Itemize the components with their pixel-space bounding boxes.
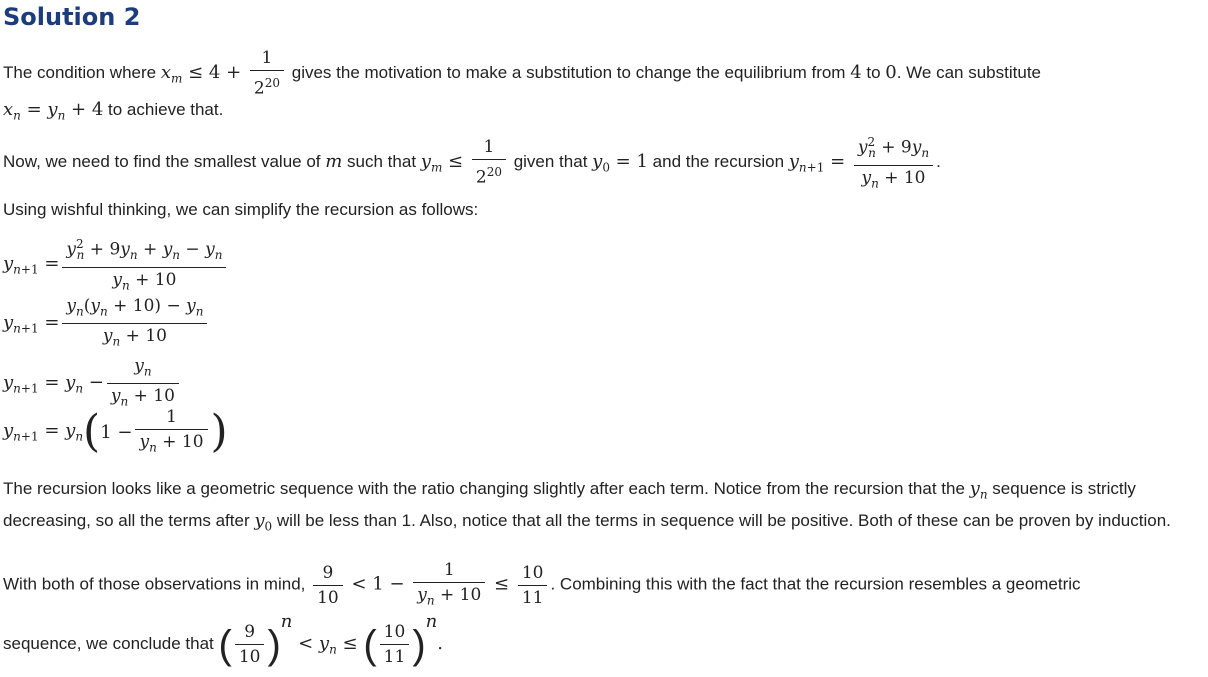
text-fragment: With both of those observations in mind, (3, 574, 311, 594)
solution-heading: Solution 2 (3, 3, 141, 31)
math-inline: $y_n$ (969, 478, 988, 502)
text-fragment: will be less than 1. Also, notice that all the terms in sequence will be positive. Both of these can be proven by induction. (276, 510, 1171, 530)
math-inline: 0 (885, 61, 897, 83)
equation-step-3: $y_{n+1} = y_n$ − $\frac{y_n}{y_n + 10}$ (3, 356, 182, 412)
text-fragment: to achieve that. (103, 100, 224, 119)
paragraph-bounds: With both of those observations in mind, $\frac{9}{10}$ < 1 − $\frac{1}{y_n + 10}$ ≤ $\frac{10}{11}$ . Combining this with the fact that the recursion resembles a geometric (3, 560, 1081, 610)
text-fragment: such that (342, 152, 421, 172)
fraction: $\frac{y^2_n + 9y_n}{y_n + 10}$ (854, 132, 933, 193)
paragraph-condition (3, 48, 1041, 99)
math-inline: $y_m$ ≤ (420, 151, 469, 175)
text-fragment: sequence, we conclude that (3, 634, 219, 653)
text-fragment: given that (508, 152, 593, 172)
equation-step-2: $y_{n+1}$ = $\frac{y_n(y_n + 10) - y_n}{y_n + 10}$ (3, 296, 210, 352)
text-fragment: Now, we need to find the smallest value of (3, 152, 326, 172)
paragraph-conclusion: sequence, we conclude that ( $\frac{9}{10}$ )$^n < y_n$ ≤ ( $\frac{10}{11}$ )$^n$. (3, 611, 443, 668)
paragraph-goal: Now, we need to find the smallest value of m such that $y_m$ ≤ $\frac{1}{2^{20}}$ given that $y_0 = 1$ and the recursion $y_{n+1}$ = $\frac{y^2_n + 9y_n}{y_n + 10}$ . (3, 132, 941, 193)
text-fragment: The recursion looks like a geometric sequence with the ratio changing slightly after each term. Notice from the recursion that the (3, 479, 965, 498)
text-fragment: and the recursion (647, 152, 789, 172)
paragraph-intro: Using wishful thinking, we can simplify the recursion as follows: (3, 200, 479, 219)
math-inline: $y_0 = 1$ (592, 151, 648, 175)
fraction: $\frac{1}{2^{20}}$ (472, 137, 506, 188)
text-fragment: gives the motivation to make a substitution to change the equilibrium from (291, 62, 851, 82)
text-fragment: . Combining this with the fact that the recursion resembles a geometric (550, 574, 1081, 594)
text-fragment: The condition where (3, 62, 161, 82)
text-fragment: . We can substitute (896, 62, 1041, 82)
math-inline: $y_{n+1}$ = (788, 151, 851, 175)
math-inline: $x_n = y_n + 4$ (3, 99, 104, 123)
text-fragment: sequence is strictly decreasing, so all the terms after (3, 479, 1136, 530)
equation-step-4: $y_{n+1} = y_n(1$ − $\frac{1}{y_n + 10}$ ) (3, 406, 228, 458)
paragraph-observations (3, 476, 1203, 539)
math-inline: 4 (850, 61, 862, 83)
math-inline: $x_m \le 4$ + (160, 61, 247, 86)
math-inline: m (325, 151, 343, 173)
math-inline: $y_0$ (254, 509, 273, 534)
equation-step-1: $y_{n+1}$ = $\frac{y^2_n + 9y_n + y_n - y_n}{y_n + 10}$ (3, 234, 229, 295)
fraction: $\frac{1}{2^{20}}$ (250, 48, 284, 99)
paragraph-substitution (3, 100, 223, 126)
text-fragment: to (861, 62, 886, 82)
